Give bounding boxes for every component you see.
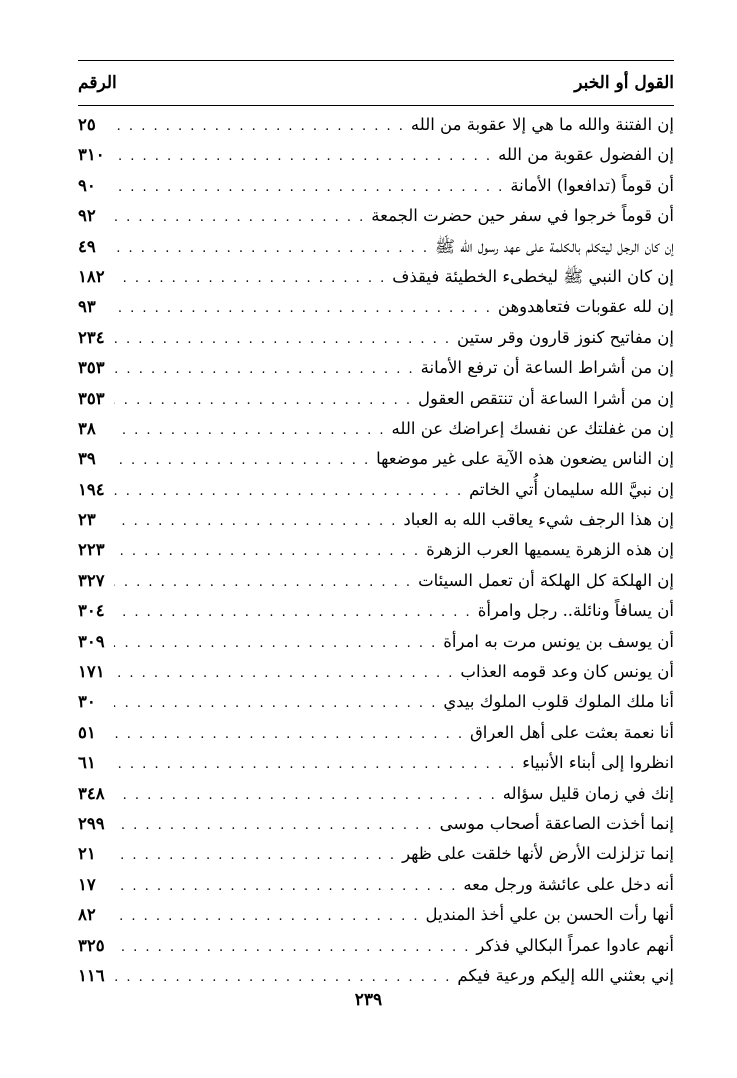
entry-number: ٣٢٥ [78,935,105,955]
index-entry [78,505,674,535]
entry-text: إن هذا الرجف شيء يعاقب الله به العباد [403,510,674,530]
index-entry [78,657,674,687]
leader-dots [114,264,386,294]
entry-number: ٦١ [78,753,96,773]
entry-text: إن من غفلتك عن نفسك إعراضك عن الله [391,418,674,438]
entry-number: ١٩٤ [78,479,105,499]
leader-dots [114,598,472,628]
index-entry [78,140,674,170]
leader-dots [114,902,420,932]
entry-number: ٢١ [78,844,96,864]
leader-dots [114,841,396,871]
leader-dots [114,294,492,324]
entry-text: إن كان النبي ﷺ ليخطىء الخطيئة فيقذف [392,266,674,286]
index-entry [78,839,674,869]
index-entry [78,687,674,717]
leader-dots [114,537,420,567]
leader-dots [114,781,497,811]
leader-dots [114,203,365,233]
entry-number: ٢٣ [78,510,96,530]
entry-number: ٣٥٣ [78,358,105,378]
entry-text: إنك في زمان قليل سؤاله [502,783,674,803]
entry-text: أن يوسف بن يونس مرت به امرأة [443,631,674,651]
leader-dots [114,750,516,780]
leader-dots [114,811,434,841]
leader-dots [114,234,429,264]
index-entry [78,596,674,626]
leader-dots [114,355,415,385]
index-entry [78,232,674,262]
entry-number: ١١٦ [78,965,105,985]
index-entry [78,201,674,231]
index-entry [78,809,674,839]
leader-dots [114,112,405,142]
entry-text: إنما تزلزلت الأرض لأنها خلقت على ظهر [402,844,674,864]
entry-number: ٩٠ [78,175,96,195]
leader-dots [114,173,504,203]
entry-text: إن لله عقوبات فتعاهدوهن [497,297,674,317]
leader-dots [114,446,370,476]
entry-number: ١٧ [78,874,96,894]
index-entry [78,444,674,474]
leader-dots [114,720,464,750]
entry-text: إن الفتنة والله ما هي إلا عقوبة من الله [410,115,674,134]
index-page [78,60,674,991]
page-number: ٢٣٩ [354,990,383,1010]
leader-dots [114,659,454,689]
entry-number: ٢٢٣ [78,540,105,560]
leader-dots [114,325,451,355]
entry-text: إن من أشرا الساعة أن تنتقص العقول [418,388,674,408]
entry-text: أن قوماً خرجوا في سفر حين حضرت الجمعة [371,206,674,226]
entry-text: أن يونس كان وعد قومه العذاب [460,662,674,682]
column-header-saying: القول أو الخبر [574,73,674,93]
entry-text: إن الهلكة كل الهلكة أن تعمل السيئات [418,570,674,590]
leader-dots [114,386,412,416]
index-entry [78,627,674,657]
entry-number: ٣٠٤ [78,601,105,621]
leader-dots [114,477,463,507]
leader-dots [114,416,386,446]
entry-text: إن هذه الزهرة يسميها العرب الزهرة [426,540,674,560]
entry-text: أنها رأت الحسن بن علي أخذ المنديل [425,905,674,925]
entry-text: إنما أخذت الصاعقة أصحاب موسى [439,813,674,833]
entry-number: ٣٢٧ [78,570,105,590]
leader-dots [114,933,470,963]
column-header-number: الرقم [78,73,117,93]
entry-text: إن من أشراط الساعة أن ترفع الأمانة [420,358,674,378]
entry-number: ٣١٠ [78,145,105,165]
entry-text: إن الناس يضعون هذه الآية على غير موضعها [376,449,674,469]
entry-number: ٢٣٤ [78,327,105,347]
leader-dots [114,142,492,172]
index-entry [78,900,674,930]
entry-number: ٣٥٣ [78,388,105,408]
index-entry [78,171,674,201]
entry-text: إن نبيَّ الله سليمان أُتي الخاتم [469,479,674,499]
entry-text: إن كان الرجل ليتكلم بالكلمة على عهد رسول الله ﷺ [434,236,674,256]
entry-number: ٩٣ [78,297,96,317]
entry-number: ١٨٢ [78,266,105,286]
index-entry [78,414,674,444]
index-entry [78,961,674,991]
index-entry [78,931,674,961]
index-entry [78,718,674,748]
leader-dots [114,507,397,537]
entry-text: أن يسافاً ونائلة.. رجل وامرأة [477,601,674,621]
index-entry [78,475,674,505]
index-entry [78,566,674,596]
entry-text: إني بعثني الله إليكم ورعية فيكم [457,965,674,985]
entry-text: أنا ملك الملوك قلوب الملوك بيدي [443,692,674,712]
index-entry [78,779,674,809]
index-entry [78,323,674,353]
entry-number: ٣٤٨ [78,783,105,803]
entry-text: إن الفضول عقوبة من الله [498,145,674,165]
index-entry [78,110,674,140]
entry-number: ٥١ [78,722,96,742]
entry-number: ٣٩ [78,449,96,469]
entry-number: ٣٨ [78,418,96,438]
index-entry [78,353,674,383]
entry-number: ٣٠ [78,692,96,712]
entry-text: أن قوماً (تدافعوا) الأمانة [510,175,674,195]
entry-text: أنهم عادوا عمراً البكالي فذكر [476,935,674,955]
index-entries [78,110,674,991]
index-entry [78,535,674,565]
entry-text: أنا نعمة بعثت على أهل العراق [469,722,674,742]
leader-dots [114,568,412,598]
entry-text: إن مفاتيح كنوز قارون وقر ستين [457,327,674,347]
entry-number: ٢٩٩ [78,813,105,833]
index-entry [78,384,674,414]
leader-dots [114,963,451,993]
leader-dots [114,629,437,659]
entry-number: ٣٠٩ [78,631,105,651]
header-rule [78,105,674,106]
entry-number: ٨٢ [78,905,96,925]
leader-dots [114,872,457,902]
table-header [78,61,674,105]
index-entry [78,748,674,778]
entry-number: ٤٩ [78,236,96,256]
leader-dots [114,689,437,719]
entry-number: ٢٥ [78,115,96,134]
entry-text: أنه دخل على عائشة ورجل معه [463,874,674,894]
entry-text: انظروا إلى أبناء الأنبياء [522,753,674,773]
index-entry [78,262,674,292]
entry-number: ١٧١ [78,662,105,682]
index-entry [78,870,674,900]
index-entry [78,292,674,322]
entry-number: ٩٢ [78,206,96,226]
